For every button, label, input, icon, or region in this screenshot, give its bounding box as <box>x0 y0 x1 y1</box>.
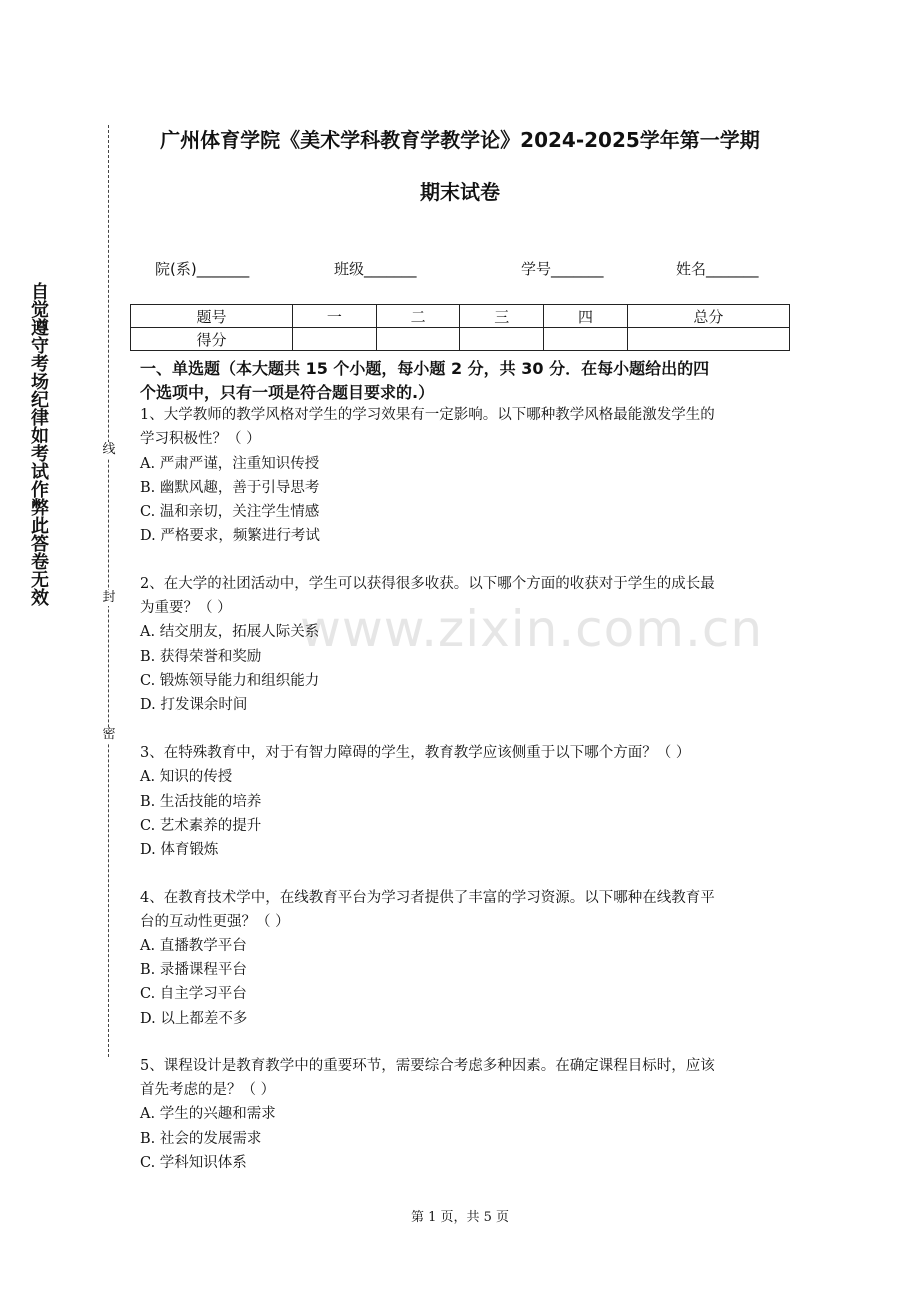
score-header-cell: 一 <box>293 305 377 328</box>
question-3-option-c: C. 艺术素养的提升 <box>140 818 262 834</box>
question-4-option-b: B. 录播课程平台 <box>140 962 247 978</box>
college-field: 院(系)_______ <box>155 260 250 278</box>
question-5-option-b: B. 社会的发展需求 <box>140 1131 262 1147</box>
question-1-stem-line1: 1、大学教师的教学风格对学生的学习效果有一定影响。以下哪种教学风格最能激发学生的 <box>140 407 715 423</box>
question-2-option-b: B. 获得荣誉和奖励 <box>140 649 262 665</box>
score-header-cell: 四 <box>544 305 628 328</box>
seal-mark-seal: 封 <box>102 590 116 605</box>
question-2-stem-line1: 2、在大学的社团活动中，学生可以获得很多收获。以下哪个方面的收获对于学生的成长最 <box>140 576 715 592</box>
question-1-stem-line2: 学习积极性？（ ） <box>140 431 261 447</box>
section-heading <box>140 357 790 405</box>
score-table <box>130 304 790 351</box>
score-cell[interactable] <box>376 328 460 351</box>
score-header-cell: 题号 <box>131 305 293 328</box>
score-header-cell: 总分 <box>627 305 789 328</box>
side-notice: 自觉遵守考场纪律如考试作弊此答卷无效 <box>28 282 49 606</box>
question-5-option-a: A. 学生的兴趣和需求 <box>140 1106 276 1122</box>
seal-mark-line: 线 <box>102 442 116 457</box>
question-3-stem-line1: 3、在特殊教育中，对于有智力障碍的学生，教育教学应该侧重于以下哪个方面？（ ） <box>140 745 691 761</box>
section-heading-line2: 个选项中，只有一项是符合题目要求的.） <box>140 383 435 402</box>
question-4-option-c: C. 自主学习平台 <box>140 986 247 1002</box>
question-3-option-d: D. 体育锻炼 <box>140 842 219 858</box>
question-2-option-d: D. 打发课余时间 <box>140 697 248 713</box>
score-header-cell: 三 <box>460 305 544 328</box>
class-field: 班级_______ <box>334 260 417 278</box>
question-2-option-c: C. 锻炼领导能力和组织能力 <box>140 673 320 689</box>
exam-title-line2: 期末试卷 <box>420 180 500 204</box>
question-3-option-a: A. 知识的传授 <box>140 769 233 785</box>
name-field: 姓名_______ <box>676 260 759 278</box>
question-1-option-c: C. 温和亲切，关注学生情感 <box>140 504 320 520</box>
question-1-option-d: D. 严格要求，频繁进行考试 <box>140 528 320 544</box>
student-id-field: 学号_______ <box>521 260 604 278</box>
section-heading-line1: 一、单选题（本大题共 15 个小题，每小题 2 分，共 30 分．在每小题给出的四 <box>140 359 710 378</box>
page-footer: 第 1 页，共 5 页 <box>410 1210 510 1225</box>
question-1-option-b: B. 幽默风趣，善于引导思考 <box>140 480 320 496</box>
score-cell[interactable] <box>293 328 377 351</box>
seal-mark-secret: 密 <box>102 727 116 742</box>
score-table-score-row <box>131 328 790 351</box>
score-cell[interactable] <box>627 328 789 351</box>
question-4-option-d: D. 以上都差不多 <box>140 1011 248 1027</box>
watermark: www.zixin.com.cn <box>300 600 764 658</box>
question-5-stem-line2: 首先考虑的是？（ ） <box>140 1082 276 1098</box>
score-header-cell: 二 <box>376 305 460 328</box>
exam-title-line1: 广州体育学院《美术学科教育学教学论》2024-2025学年第一学期 <box>160 128 760 152</box>
question-2-stem-line2: 为重要？（ ） <box>140 600 232 616</box>
question-4-option-a: A. 直播教学平台 <box>140 938 247 954</box>
score-table-header-row <box>131 305 790 328</box>
score-cell[interactable] <box>460 328 544 351</box>
question-4-stem-line2: 台的互动性更强？（ ） <box>140 914 290 930</box>
question-4-stem-line1: 4、在教育技术学中，在线教育平台为学习者提供了丰富的学习资源。以下哪种在线教育平 <box>140 890 715 906</box>
question-2-option-a: A. 结交朋友，拓展人际关系 <box>140 624 320 640</box>
question-5-option-c: C. 学科知识体系 <box>140 1155 247 1171</box>
question-1-option-a: A. 严肃严谨，注重知识传授 <box>140 456 320 472</box>
score-row-label: 得分 <box>131 328 293 351</box>
question-5-stem-line1: 5、课程设计是教育教学中的重要环节，需要综合考虑多种因素。在确定课程目标时，应该 <box>140 1058 715 1074</box>
question-3-option-b: B. 生活技能的培养 <box>140 794 262 810</box>
score-cell[interactable] <box>544 328 628 351</box>
